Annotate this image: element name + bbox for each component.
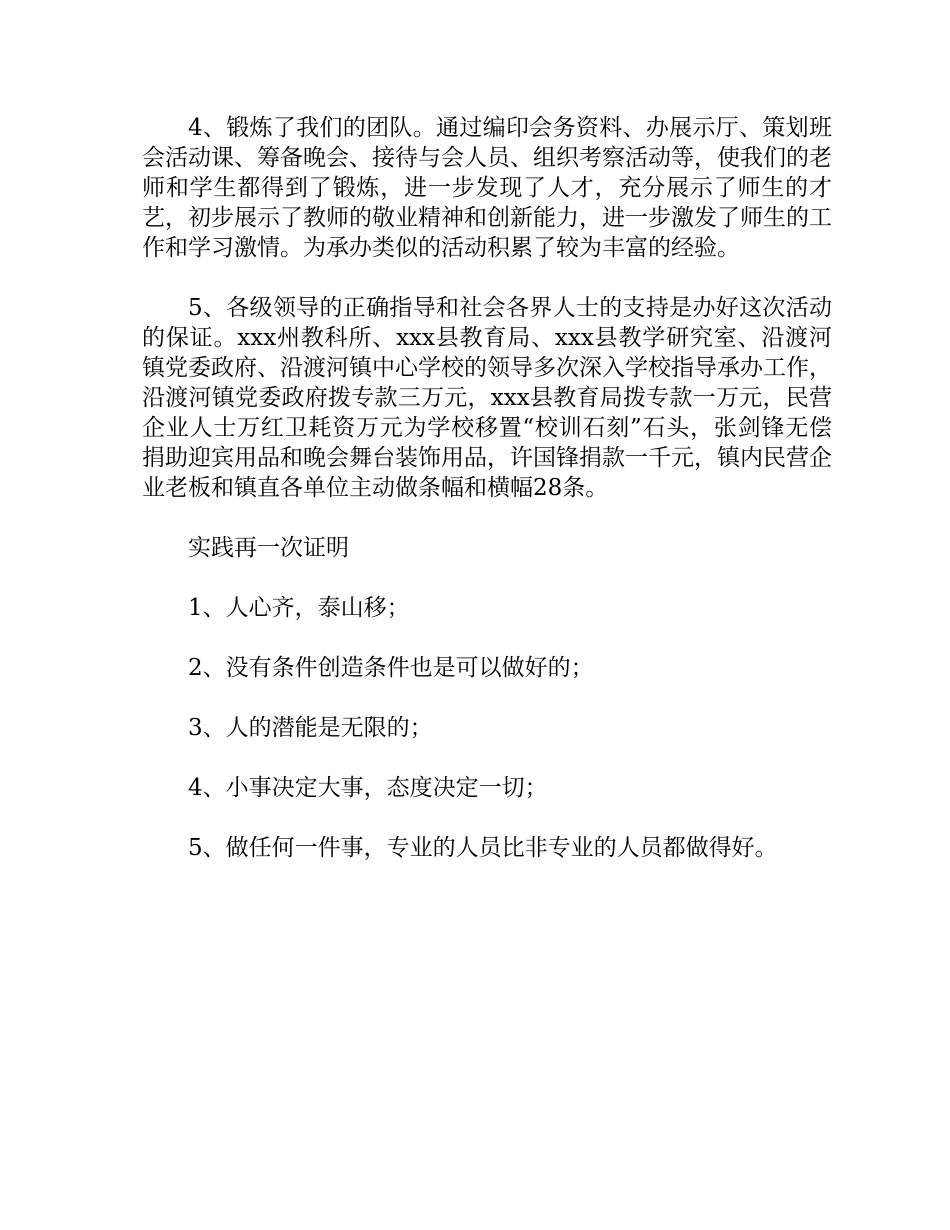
paragraph-team-training: 4、锻炼了我们的团队。通过编印会务资料、办展示厅、策划班会活动课、筹备晚会、接待与会人员、组织考察活动等，使我们的老师和学生都得到了锻炼，进一步发现了人才，充分展示了师生的才艺，初步展示了教师的敬业精神和创新能力，进一步激发了师生的工作和学习激情。为承办类似的活动积累了较为丰富的经验。: [142, 115, 832, 261]
conclusion-item: 1、人心齐，泰山移；: [188, 595, 410, 621]
conclusion-item: 5、做任何一件事，专业的人员比非专业的人员都做得好。: [188, 835, 778, 861]
paragraph-leadership-support: 5、各级领导的正确指导和社会各界人士的支持是办好这次活动的保证。xxx州教科所、xxx县教育局、xxx县教学研究室、沿渡河镇党委政府、沿渡河镇中心学校的领导多次深入学校指导承办工作，沿渡河镇党委政府拨专款三万元，xxx县教育局拨专款一万元，民营企业人士万红卫耗资万元为学校移置“校训石刻”石头，张剑锋无偿捐助迎宾用品和晚会舞台装饰用品，许国锋捐款一千元，镇内民营企业老板和镇直各单位主动做条幅和横幅28条。: [142, 295, 832, 501]
conclusion-item: 3、人的潜能是无限的；: [188, 715, 433, 741]
conclusion-item: 4、小事决定大事，态度决定一切；: [188, 775, 548, 801]
conclusion-item: 2、没有条件创造条件也是可以做好的；: [188, 655, 594, 681]
conclusion-heading: 实践再一次证明: [188, 535, 349, 561]
document-body: [142, 113, 832, 863]
